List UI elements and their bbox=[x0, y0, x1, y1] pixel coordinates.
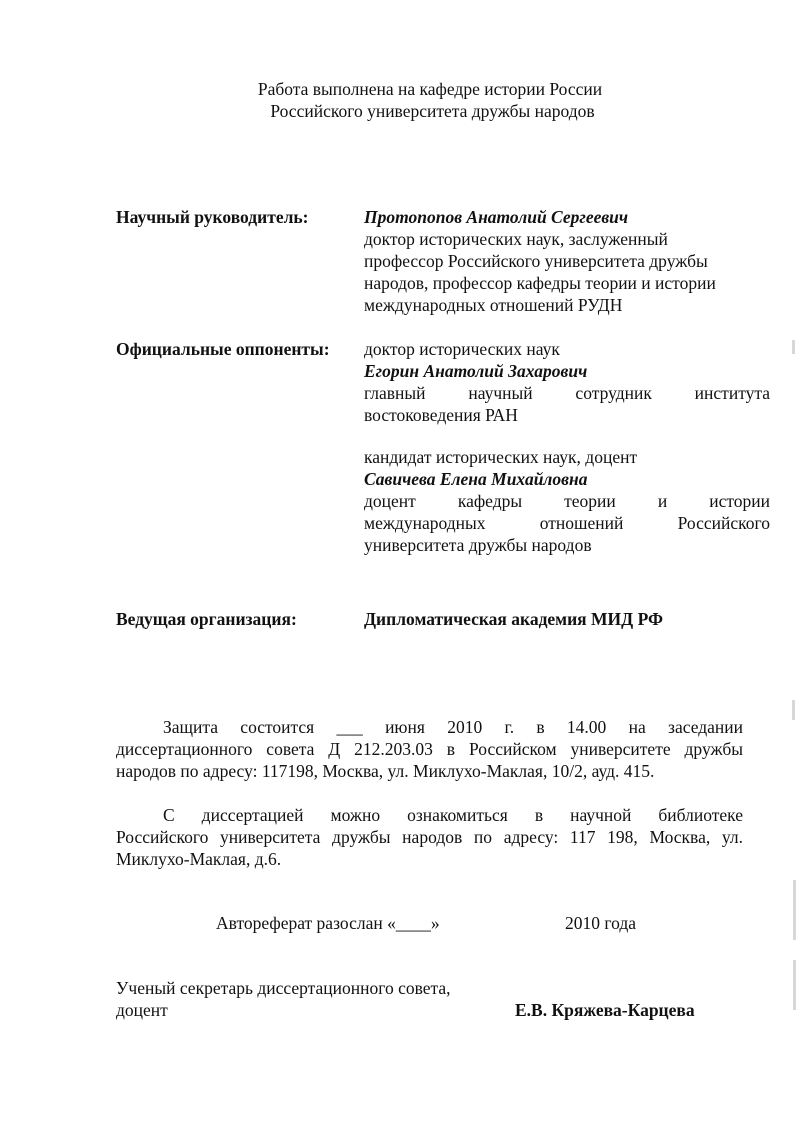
supervisor-line: профессор Российского университета дружбы bbox=[364, 251, 708, 271]
opponent-2-line: доцент кафедры теории и истории bbox=[364, 491, 770, 511]
opponent-2-degree: кандидат исторических наук, доцент bbox=[364, 447, 638, 467]
scan-artifact bbox=[793, 960, 796, 1010]
opponent-2-line: университета дружбы народов bbox=[364, 535, 592, 555]
library-line: Российского университета дружбы народов по адресу: 117 198, Москва, ул. bbox=[116, 827, 743, 847]
opponent-2-name: Савичева Елена Михайловна bbox=[364, 469, 588, 489]
header-line-1: Работа выполнена на кафедре истории России bbox=[257, 79, 603, 99]
opponent-1-degree: доктор исторических наук bbox=[364, 339, 560, 359]
opponents-label: Официальные оппоненты: bbox=[116, 339, 330, 359]
supervisor-line: международных отношений РУДН bbox=[364, 295, 623, 315]
lead-org-label: Ведущая организация: bbox=[116, 609, 297, 629]
library-paragraph bbox=[116, 804, 743, 870]
opponent-1-line: востоковедения РАН bbox=[364, 405, 518, 425]
opponent-2-block bbox=[364, 446, 770, 556]
header-line-2: Российского университета дружбы народов bbox=[270, 101, 595, 121]
library-line: С диссертацией можно ознакомиться в научной библиотеке bbox=[163, 805, 743, 825]
opponent-1-block bbox=[364, 338, 770, 426]
lead-org-name: Дипломатическая академия МИД РФ bbox=[364, 609, 663, 629]
secretary-name: Е.В. Кряжева-Карцева bbox=[515, 1000, 695, 1020]
opponent-2-line: международных отношений Российского bbox=[364, 513, 770, 533]
scan-artifact bbox=[793, 880, 796, 940]
defense-line: диссертационного совета Д 212.203.03 в Российском университете дружбы bbox=[116, 739, 743, 759]
secretary-rank: доцент bbox=[116, 1000, 168, 1020]
supervisor-line: народов, профессор кафедры теории и истории bbox=[364, 273, 716, 293]
header bbox=[0, 78, 800, 122]
defense-paragraph bbox=[116, 716, 743, 782]
library-line: Миклухо-Маклая, д.6. bbox=[116, 849, 282, 869]
scan-artifact bbox=[792, 700, 795, 720]
supervisor-line: доктор исторических наук, заслуженный bbox=[364, 229, 668, 249]
sent-text: Автореферат разослан «____» bbox=[216, 913, 440, 933]
sent-year: 2010 года bbox=[565, 913, 637, 933]
secretary-title: Ученый секретарь диссертационного совета, bbox=[116, 978, 451, 998]
opponent-1-name: Егорин Анатолий Захарович bbox=[364, 361, 588, 381]
defense-line: Защита состоится ___ июня 2010 г. в 14.00 на заседании bbox=[163, 717, 743, 737]
supervisor-label: Научный руководитель: bbox=[116, 207, 309, 227]
opponent-1-line: главный научный сотрудник института bbox=[364, 383, 770, 403]
scan-artifact bbox=[792, 340, 795, 354]
defense-line: народов по адресу: 117198, Москва, ул. Миклухо-Маклая, 10/2, ауд. 415. bbox=[116, 761, 655, 781]
supervisor-block bbox=[364, 206, 770, 316]
supervisor-name: Протопопов Анатолий Сергеевич bbox=[364, 207, 629, 227]
